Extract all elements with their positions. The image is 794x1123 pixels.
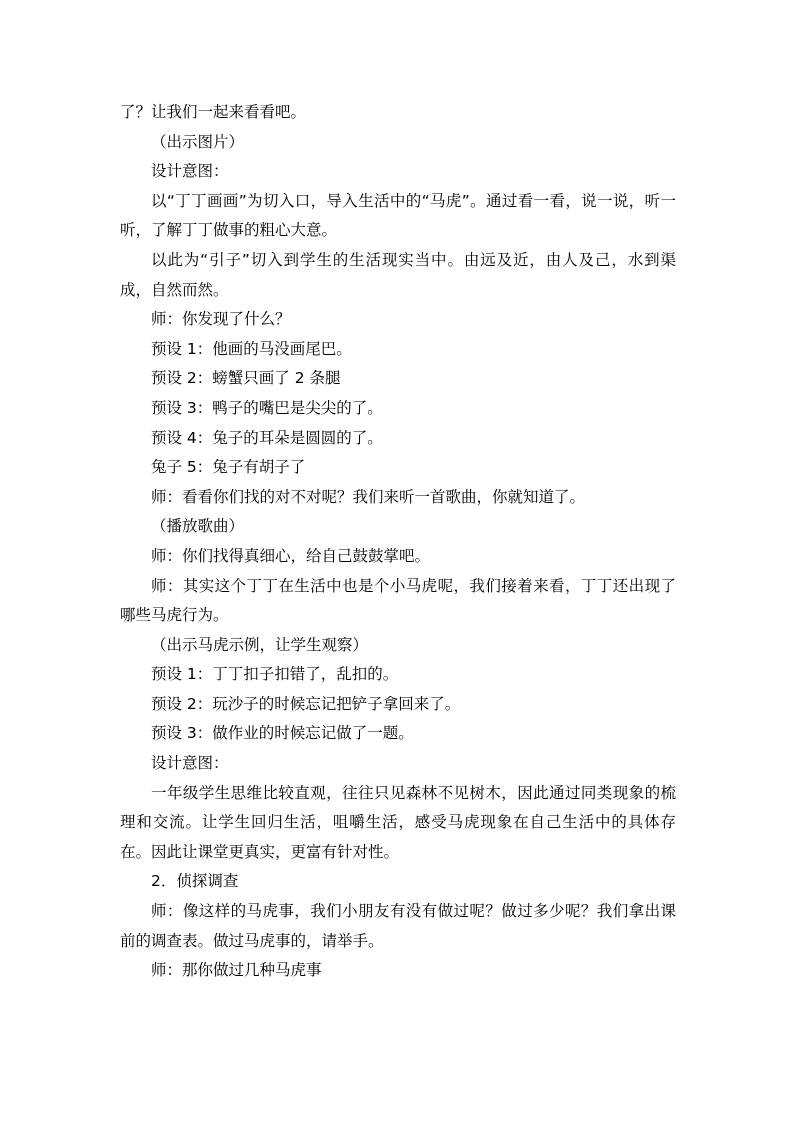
paragraph: 设计意图： (151, 754, 229, 773)
paragraph: 预设 2：螃蟹只画了 2 条腿 (151, 369, 341, 388)
paragraph: 预设 2：玩沙子的时候忘记把铲子拿回来了。 (151, 694, 461, 713)
paragraph: 预设 4：兔子的耳朵是圆圆的了。 (151, 428, 383, 447)
paragraph: 师：其实这个丁丁在生活中也是个小马虎呢，我们接着来看，丁丁还出现了哪些马虎行为。 (120, 576, 676, 625)
paragraph: 以此为“引子”切入到学生的生活现实当中。由远及近，由人及己，水到渠成，自然而然。 (120, 250, 676, 299)
paragraph: 兔子 5：兔子有胡子了 (151, 458, 306, 477)
paragraph: 预设 3：做作业的时候忘记做了一题。 (151, 724, 414, 743)
paragraph: 了？让我们一起来看看吧。 (120, 103, 307, 121)
paragraph: 师：那你做过几种马虎事 (151, 961, 322, 980)
paragraph: 师：你们找得真细心，给自己鼓鼓掌吧。 (151, 546, 431, 565)
paragraph: 师：你发现了什么？ (151, 310, 291, 329)
paragraph: 师：像这样的马虎事，我们小朋友有没有做过呢？做过多少呢？我们拿出课前的调查表。做过马虎事的，请举手。 (120, 902, 676, 950)
paragraph: 一年级学生思维比较直观，往往只见森林不见树木，因此通过同类现象的梳理和交流。让学生回归生活，咀嚼生活，感受马虎现象在自己生活中的具体存在。因此让课堂更真实，更富有针对性。 (120, 783, 676, 861)
paragraph: （出示马虎示例，让学生观察） (151, 635, 369, 654)
paragraph: 预设 3：鸭子的嘴巴是尖尖的了。 (151, 398, 383, 417)
paragraph: 预设 1：丁丁扣子扣错了，乱扣的。 (151, 665, 399, 684)
paragraph: 设计意图： (151, 162, 229, 181)
paragraph: （播放歌曲） (151, 517, 245, 536)
document-body (120, 98, 676, 986)
paragraph: 师：看看你们找的对不对呢？我们来听一首歌曲，你就知道了。 (151, 487, 586, 506)
paragraph: 预设 1：他画的马没画尾巴。 (151, 339, 352, 358)
paragraph: 以“丁丁画画”为切入口，导入生活中的“马虎”。通过看一看，说一说，听一听，了解丁丁做事的粗心大意。 (120, 191, 676, 240)
paragraph: 2．侦探调查 (151, 872, 239, 891)
paragraph: （出示图片） (151, 132, 245, 151)
